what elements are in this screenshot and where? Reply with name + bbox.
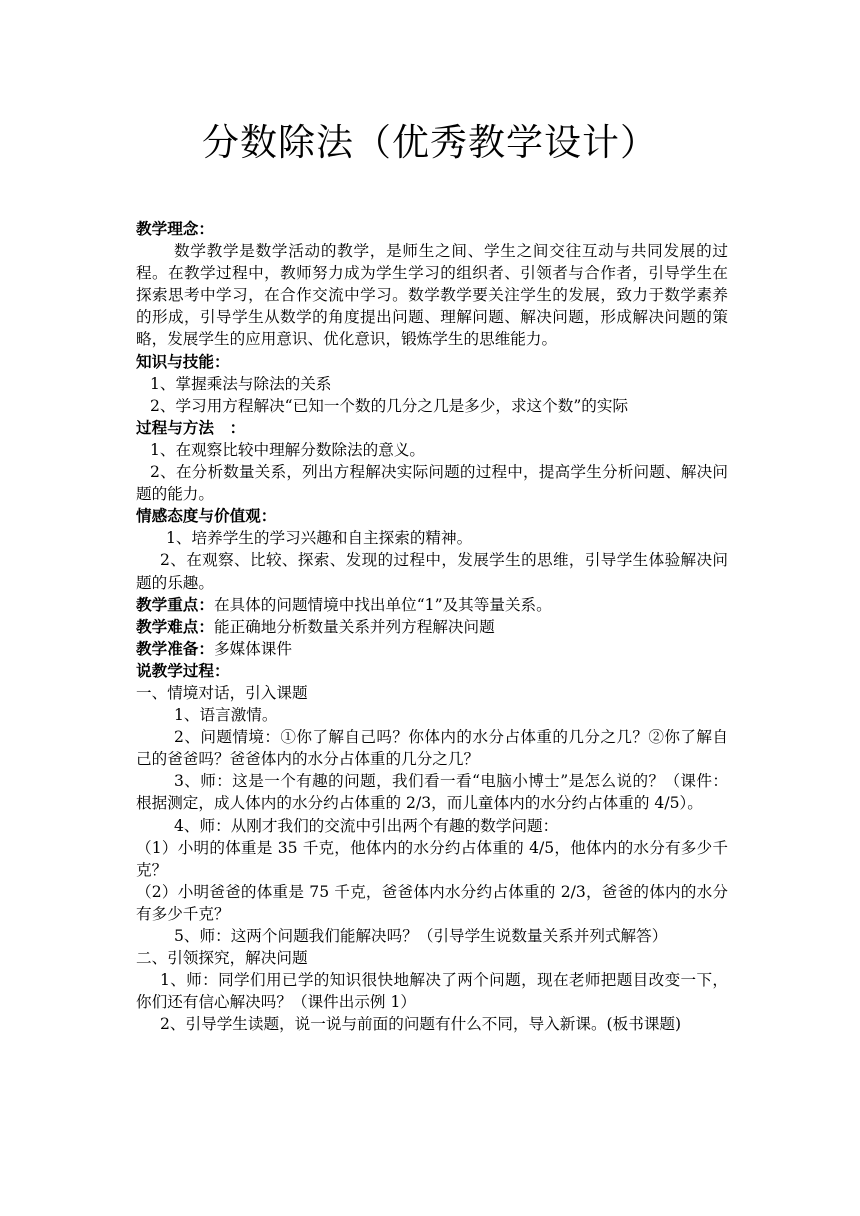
knowledge-item-2: 2、学习用方程解决“已知一个数的几分之几是多少，求这个数”的实际 — [150, 396, 629, 415]
process-item-1: 1、在观察比较中理解分数除法的意义。 — [150, 440, 426, 459]
philosophy-paragraph: 数学教学是数学活动的教学，是师生之间、学生之间交往互动与共同发展的过程。在教学过程中，教师努力成为学生学习的组织者、引领者与合作者，引导学生在探索思考中学习，在合作交流中学习。数学教学要关注学生的发展，致力于数学素养的形成，引导学生从数学的角度提出问题、理解问题、解决问题，形成解决问题的策略，发展学生的应用意识、优化意识，锻炼学生的思维能力。 — [136, 242, 728, 349]
part1-item-5: 5、师：这两个问题我们能解决吗？（引导学生说数量关系并列式解答） — [174, 927, 668, 945]
difficulty-line — [136, 616, 728, 638]
difficulty-label: 教学难点： — [136, 617, 214, 636]
part1-item-3: 3、师：这是一个有趣的问题，我们看一看“电脑小博士”是怎么说的？（课件：根据测定，成人体内的水分约占体重的 2/3，而儿童体内的水分约占体重的 4/5）。 — [136, 772, 728, 813]
preparation-text: 多媒体课件 — [213, 639, 292, 658]
attitude-item-2: 2、在观察、比较、探索、发现的过程中，发展学生的思维，引导学生体验解决问题的乐趣。 — [136, 551, 728, 592]
process-item-2: 2、在分析数量关系，列出方程解决实际问题的过程中，提高学生分析问题、解决问题的能力。 — [136, 463, 728, 504]
key-point-label: 教学重点： — [136, 595, 214, 614]
attitude-item-1: 1、培养学生的学习兴趣和自主探索的精神。 — [166, 529, 473, 548]
preparation-label: 教学准备： — [136, 639, 214, 658]
attitude-heading: 情感态度与价值观： — [136, 507, 277, 526]
question-2: （2）小明爸爸的体重是 75 千克，爸爸体内水分约占体重的 2/3，爸爸的体内的水分有多少千克？ — [136, 882, 728, 923]
part2-heading: 二、引领探究，解决问题 — [136, 949, 308, 968]
part2-item-2: 2、引导学生读题，说一说与前面的问题有什么不同，导入新课。(板书课题) — [160, 1015, 682, 1034]
part1-item-4: 4、师：从刚才我们的交流中引出两个有趣的数学问题： — [174, 816, 559, 835]
key-point-text: 在具体的问题情境中找出单位“1”及其等量关系。 — [213, 595, 552, 614]
process-method-heading: 过程与方法 ： — [136, 418, 246, 437]
key-point-line — [136, 594, 728, 616]
difficulty-text: 能正确地分析数量关系并列方程解决问题 — [213, 617, 495, 636]
question-1: （1）小明的体重是 35 千克，他体内的水分约占体重的 4/5，他体内的水分有多少千克？ — [136, 838, 728, 879]
part1-heading: 一、情境对话，引入课题 — [136, 683, 308, 702]
knowledge-item-1: 1、掌握乘法与除法的关系 — [150, 374, 332, 393]
document-title: 分数除法（优秀教学设计） — [202, 121, 658, 164]
part1-item-1: 1、语言激情。 — [174, 706, 278, 725]
part1-item-2: 2、问题情境：①你了解自己吗？你体内的水分占体重的几分之几？②你了解自己的爸爸吗？爸爸体内的水分占体重的几分之几？ — [136, 728, 728, 769]
document-body — [136, 218, 728, 1035]
knowledge-heading: 知识与技能： — [136, 352, 230, 371]
part2-item-1: 1、师：同学们用已学的知识很快地解决了两个问题，现在老师把题目改变一下，你们还有信心解决吗？（课件出示例 1） — [136, 971, 728, 1012]
preparation-line — [136, 638, 728, 660]
philosophy-heading: 教学理念： — [136, 220, 214, 238]
teaching-process-heading: 说教学过程： — [136, 661, 230, 680]
